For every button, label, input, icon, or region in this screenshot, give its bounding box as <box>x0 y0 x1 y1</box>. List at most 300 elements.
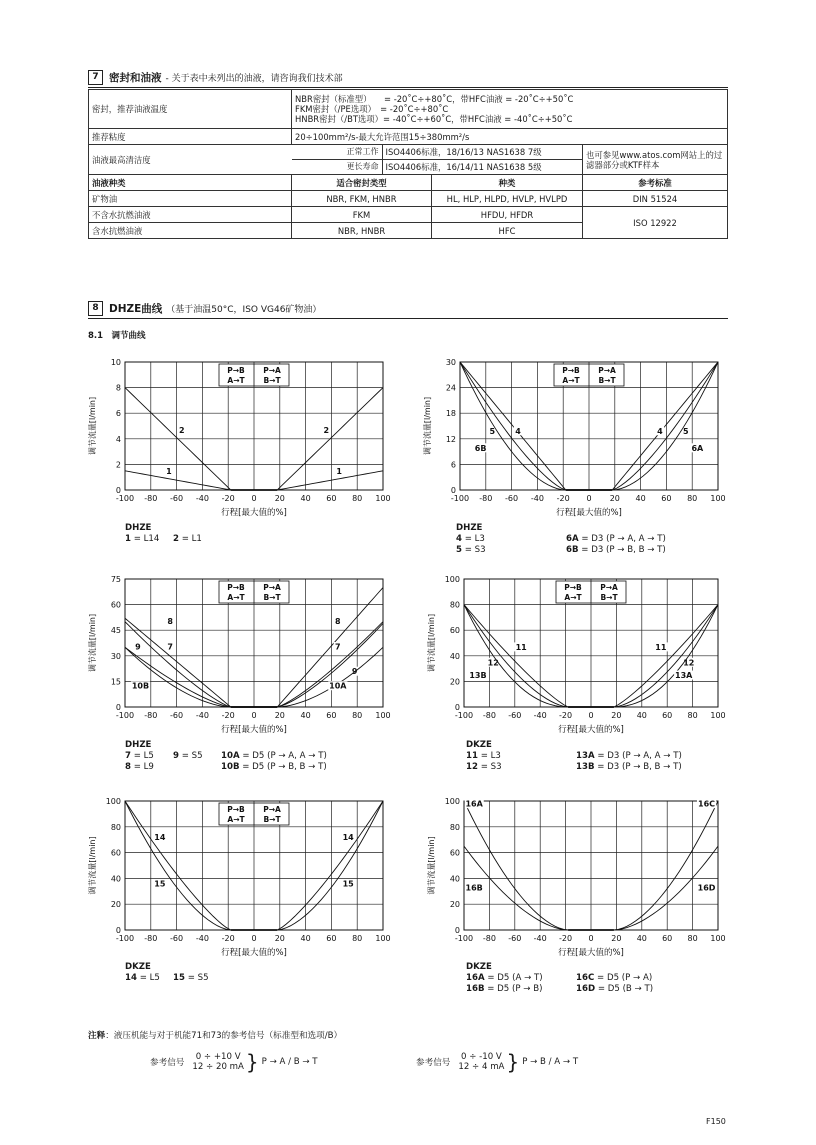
hdr-fluid: 油液种类 <box>89 175 292 191</box>
legend-value: = D3 (P → A, A → T) <box>594 751 682 761</box>
visc-value: 20÷100mm²/s-最大允许范围15÷380mm²/s <box>292 129 728 145</box>
series-line-right <box>277 801 383 930</box>
x-tick-label: 0 <box>251 934 257 943</box>
x-tick-label: 80 <box>352 711 363 720</box>
legend-key: 14 <box>125 973 137 983</box>
legend-value: = L14 <box>130 534 160 544</box>
chart-legend <box>125 962 221 984</box>
section-rule <box>88 87 728 88</box>
spool-symbol: P→B <box>227 366 245 375</box>
legend-value: = S3 <box>461 545 486 555</box>
table-row <box>89 207 728 223</box>
spool-symbol: A→T <box>227 815 245 824</box>
x-tick-label: 100 <box>710 711 726 720</box>
y-tick-label: 0 <box>115 926 121 935</box>
legend-title: DKZE <box>125 962 151 972</box>
spool-symbol: P→B <box>227 583 245 592</box>
y-tick-label: 12 <box>445 434 456 444</box>
legend-title: DHZE <box>125 523 152 533</box>
y-tick-label: 60 <box>110 848 121 858</box>
x-tick-label: 80 <box>687 934 698 943</box>
legend-value: = L9 <box>130 762 154 772</box>
section-number: 7 <box>88 70 103 85</box>
spool-symbol: P→B <box>562 366 580 375</box>
y-tick-label: 20 <box>449 677 460 687</box>
ref-result: P → B / A → T <box>522 1057 579 1067</box>
legend-grid <box>125 534 221 545</box>
fluid-name: 含水抗燃油液 <box>89 223 292 239</box>
reference-signal-2 <box>416 1052 578 1072</box>
legend-value: = S3 <box>477 762 502 772</box>
x-tick-label: 60 <box>326 494 337 503</box>
y-axis-label: 调节流量[l/min] <box>88 836 97 895</box>
x-tick-label: 0 <box>586 494 592 503</box>
legend-entry <box>466 751 576 762</box>
x-tick-label: -60 <box>508 711 522 720</box>
table-header-row <box>89 175 728 191</box>
y-axis-label: 调节流量[l/min] <box>88 396 97 456</box>
legend-grid <box>456 534 706 556</box>
x-tick-label: 100 <box>375 494 391 503</box>
y-tick-label: 6 <box>450 460 456 470</box>
x-tick-label: 0 <box>251 494 257 503</box>
section-title: 密封和油液 <box>109 72 162 84</box>
chart-dkze-d5 <box>424 795 724 960</box>
chart-legend <box>125 740 361 773</box>
section-note: - 关于表中未列出的油液，请咨询我们技术部 <box>165 74 343 84</box>
spool-symbol: P→A <box>263 366 281 375</box>
legend-value: = L5 <box>130 751 154 761</box>
legend-key: 10A <box>221 751 240 761</box>
chart-dhze-l14-l1 <box>85 356 389 520</box>
series-line-left <box>125 647 231 707</box>
y-tick-label: 40 <box>449 651 460 661</box>
plot-area <box>87 358 391 518</box>
series-line-left <box>460 362 566 490</box>
y-tick-label: 60 <box>449 848 460 858</box>
spool-symbol: B→T <box>263 376 281 385</box>
visc-label: 推荐粘度 <box>89 129 292 145</box>
footer-note <box>88 1029 342 1041</box>
series-label: 8 <box>167 616 173 626</box>
legend-key: 8 <box>125 762 131 772</box>
x-tick-label: -100 <box>450 494 470 503</box>
y-tick-label: 0 <box>450 486 456 495</box>
x-tick-label: -40 <box>530 494 544 503</box>
y-tick-label: 100 <box>105 797 121 806</box>
legend-entry <box>576 762 716 773</box>
legend-value: = D3 (P → B, B → T) <box>594 762 682 772</box>
y-tick-label: 20 <box>110 900 121 910</box>
fluid-class: HL, HLP, HLPD, HVLP, HVLPD <box>432 191 583 207</box>
legend-entry <box>466 762 576 773</box>
y-tick-label: 60 <box>449 626 460 636</box>
y-tick-label: 45 <box>110 626 121 636</box>
legend-grid <box>466 751 716 773</box>
x-axis-label: 行程[最大值的%] <box>558 725 624 735</box>
legend-entry <box>221 751 361 762</box>
series-line-right <box>277 647 383 707</box>
legend-value: = S5 <box>184 973 209 983</box>
legend-value: = L1 <box>178 534 202 544</box>
y-tick-label: 40 <box>449 874 460 884</box>
x-tick-label: -40 <box>533 711 547 720</box>
fluid-name: 不含水抗燃油液 <box>89 207 292 223</box>
series-label: 6A <box>691 443 704 453</box>
legend-entry <box>576 973 716 984</box>
legend-value: = L3 <box>477 751 501 761</box>
legend-entry <box>125 751 173 762</box>
y-tick-label: 4 <box>115 434 121 444</box>
legend-entry <box>173 762 221 773</box>
legend-entry <box>456 545 566 556</box>
x-tick-label: 40 <box>300 934 311 943</box>
legend-value: = S5 <box>178 751 203 761</box>
chart-legend <box>456 523 706 556</box>
y-tick-label: 10 <box>110 358 121 367</box>
ref-result: P → A / B → T <box>261 1057 318 1067</box>
series-label: 9 <box>351 667 358 677</box>
y-axis-label: 调节流量[l/min] <box>427 613 436 673</box>
x-tick-label: 0 <box>588 934 594 943</box>
seal-label: 密封，推荐油液温度 <box>89 90 292 129</box>
legend-title: DKZE <box>466 740 492 750</box>
series-label: 1 <box>336 466 342 476</box>
legend-value: = D3 (P → A, A → T) <box>578 534 666 544</box>
x-tick-label: -60 <box>170 934 184 943</box>
spool-symbol: A→T <box>564 593 582 602</box>
series-line-left <box>125 471 231 490</box>
table-row <box>89 191 728 207</box>
x-tick-label: 0 <box>588 711 594 720</box>
ref-bottom: 12 ÷ 4 mA <box>458 1062 505 1072</box>
legend-key: 11 <box>466 751 478 761</box>
x-tick-label: -80 <box>144 494 158 503</box>
series-line-left <box>125 801 231 930</box>
legend-grid <box>125 751 361 773</box>
x-tick-label: -100 <box>115 934 135 943</box>
series-label: 15 <box>154 879 166 889</box>
x-tick-label: -80 <box>482 934 496 943</box>
series-label: 9 <box>135 642 141 652</box>
fluid-class: HFC <box>432 223 583 239</box>
y-tick-label: 6 <box>115 409 121 419</box>
seal-values <box>292 90 728 129</box>
x-tick-label: 80 <box>687 494 698 503</box>
spool-symbol: P→B <box>564 583 582 592</box>
spool-symbol: A→T <box>227 376 245 385</box>
legend-entry <box>456 534 566 545</box>
clean-label: 油液最高清洁度 <box>89 145 292 175</box>
x-axis-label: 行程[最大值的%] <box>556 508 622 518</box>
x-tick-label: 100 <box>710 494 726 503</box>
series-label: 5 <box>489 426 496 436</box>
plot-area <box>87 797 391 958</box>
chart-legend <box>466 740 716 773</box>
series-label: 2 <box>323 425 330 435</box>
x-tick-label: 80 <box>352 934 363 943</box>
legend-key: 13B <box>576 762 595 772</box>
series-label: 7 <box>335 642 341 652</box>
x-tick-label: 40 <box>636 934 647 943</box>
series-label: 8 <box>335 616 341 626</box>
y-axis-label: 调节流量[l/min] <box>427 836 436 895</box>
legend-key: 16B <box>466 984 485 994</box>
section-number: 8 <box>88 301 103 316</box>
chart-dkze-l3-s3-d3 <box>424 573 724 737</box>
seal-line: FKM密封（/PE选项） = -20˚C÷+80˚C <box>295 104 449 114</box>
x-tick-label: -20 <box>221 711 235 720</box>
legend-key: 7 <box>125 751 131 761</box>
series-line-right <box>277 801 383 930</box>
x-tick-label: 60 <box>326 934 337 943</box>
spool-symbol: P→A <box>600 583 618 592</box>
legend-key: 6A <box>566 534 579 544</box>
y-tick-label: 8 <box>115 383 121 393</box>
y-tick-label: 30 <box>110 651 121 661</box>
legend-key: 1 <box>125 534 131 544</box>
x-tick-label: -40 <box>195 494 209 503</box>
x-tick-label: -80 <box>479 494 493 503</box>
x-axis-label: 行程[最大值的%] <box>221 948 287 958</box>
x-tick-label: -60 <box>170 711 184 720</box>
section-8-heading <box>88 301 321 316</box>
series-line-left <box>464 801 568 930</box>
plot-area <box>426 575 726 735</box>
page-number: F150 <box>706 1117 726 1126</box>
ref-label: 参考信号 <box>416 1058 451 1068</box>
series-line-right <box>614 801 718 930</box>
y-tick-label: 2 <box>115 460 121 470</box>
legend-entry <box>576 751 716 762</box>
legend-grid <box>466 973 716 995</box>
y-tick-label: 75 <box>110 575 121 584</box>
legend-entry <box>576 984 716 995</box>
table-row <box>89 90 728 129</box>
legend-key: 16A <box>466 973 485 983</box>
x-tick-label: 40 <box>300 711 311 720</box>
x-tick-label: 100 <box>375 934 391 943</box>
x-tick-label: -60 <box>508 934 522 943</box>
clean-life-value: ISO4406标准，16/14/11 NAS1638 5级 <box>382 160 583 175</box>
legend-entry <box>173 751 221 762</box>
x-tick-label: -20 <box>559 934 573 943</box>
series-label: 4 <box>515 426 521 436</box>
series-line-right <box>277 471 383 490</box>
legend-key: 16D <box>576 984 596 994</box>
series-label: 14 <box>154 833 166 843</box>
fluid-class: HFDU, HFDR <box>432 207 583 223</box>
section-title: DHZE曲线 <box>109 303 163 315</box>
x-tick-label: -60 <box>170 494 184 503</box>
legend-key: 9 <box>173 751 179 761</box>
plot-area <box>426 797 726 958</box>
series-label: 12 <box>683 658 695 668</box>
section-rule <box>88 318 728 319</box>
series-label: 16B <box>465 883 483 893</box>
legend-value: = L5 <box>136 973 160 983</box>
x-axis-label: 行程[最大值的%] <box>558 948 624 958</box>
y-tick-label: 30 <box>445 358 456 367</box>
ref-bottom: 12 ÷ 20 mA <box>192 1062 244 1072</box>
fluid-name: 矿物油 <box>89 191 292 207</box>
legend-title: DHZE <box>125 740 152 750</box>
x-tick-label: -100 <box>454 934 474 943</box>
x-tick-label: -20 <box>559 711 573 720</box>
plot-area <box>422 358 726 518</box>
reference-signal-1 <box>150 1052 318 1072</box>
legend-key: 10B <box>221 762 240 772</box>
chart-dkze-l5-s5 <box>85 795 389 960</box>
legend-entry <box>173 973 221 984</box>
x-tick-label: 100 <box>375 711 391 720</box>
legend-key: 4 <box>456 534 462 544</box>
spool-symbol: P→A <box>263 583 281 592</box>
legend-key: 6B <box>566 545 579 555</box>
note-label: 注释 <box>88 1031 106 1041</box>
x-tick-label: 20 <box>274 711 285 720</box>
series-line-left <box>125 801 231 930</box>
x-tick-label: -100 <box>454 711 474 720</box>
legend-key: 16C <box>576 973 595 983</box>
series-label: 11 <box>655 642 667 652</box>
series-label: 1 <box>166 466 172 476</box>
x-tick-label: -60 <box>505 494 519 503</box>
spool-symbol: P→A <box>263 805 281 814</box>
x-tick-label: 40 <box>636 711 647 720</box>
seal-line: HNBR密封（/BT选项）= -40˚C÷+60˚C，带HFC油液 = -40˚C÷+50˚C <box>295 114 573 124</box>
spool-symbol: B→T <box>263 815 281 824</box>
spool-symbol: B→T <box>600 593 618 602</box>
x-tick-label: 20 <box>611 711 622 720</box>
spool-symbol: P→A <box>598 366 616 375</box>
clean-note: 也可参见www.atos.com网站上的过滤器部分或KTF样本 <box>583 145 728 175</box>
x-tick-label: -100 <box>115 711 135 720</box>
spool-symbol: B→T <box>598 376 616 385</box>
x-tick-label: 20 <box>609 494 620 503</box>
series-label: 15 <box>342 879 354 889</box>
section-note: （基于油温50°C，ISO VG46矿物油） <box>166 305 322 315</box>
x-tick-label: 20 <box>611 934 622 943</box>
series-line-right <box>277 622 383 707</box>
series-label: 16A <box>465 799 483 809</box>
y-tick-label: 15 <box>110 677 121 687</box>
x-tick-label: 60 <box>661 494 672 503</box>
table-row <box>89 129 728 145</box>
x-tick-label: -80 <box>482 711 496 720</box>
x-axis-label: 行程[最大值的%] <box>221 508 287 518</box>
plot-area <box>87 575 391 735</box>
series-label: 10A <box>329 681 347 691</box>
series-line-left <box>125 618 231 707</box>
y-tick-label: 40 <box>110 874 121 884</box>
x-tick-label: 60 <box>662 711 673 720</box>
ref-top: 0 ÷ -10 V <box>461 1052 502 1062</box>
subsection-title: 8.1 调节曲线 <box>88 331 146 341</box>
chart-dhze-l3-s3-d3 <box>420 356 724 520</box>
x-tick-label: 60 <box>662 934 673 943</box>
series-label: 4 <box>657 426 663 436</box>
y-tick-label: 80 <box>449 822 460 832</box>
legend-value: = D3 (P → B, B → T) <box>578 545 666 555</box>
series-label: 6B <box>474 443 487 453</box>
x-tick-label: -80 <box>144 711 158 720</box>
fluid-seal: NBR, FKM, HNBR <box>292 191 432 207</box>
legend-key: 13A <box>576 751 595 761</box>
series-label: 13A <box>675 671 693 681</box>
series-label: 7 <box>167 642 173 652</box>
chart-dhze-l5-l9-s5-d5 <box>85 573 389 737</box>
fluid-spec-table <box>88 89 728 239</box>
legend-entry <box>125 973 173 984</box>
seal-line: NBR密封（标准型） = -20˚C÷+80˚C，带HFC油液 = -20˚C÷+50˚C <box>295 94 574 104</box>
series-line-left <box>125 647 231 707</box>
y-tick-label: 100 <box>444 797 460 806</box>
y-tick-label: 80 <box>110 822 121 832</box>
x-tick-label: 20 <box>274 934 285 943</box>
series-line-right <box>612 362 718 490</box>
ref-values <box>458 1052 504 1072</box>
brace-icon: } <box>506 1050 520 1074</box>
series-label: 11 <box>515 642 527 652</box>
x-tick-label: 20 <box>274 494 285 503</box>
x-tick-label: -100 <box>115 494 135 503</box>
brace-icon: } <box>245 1050 259 1074</box>
x-tick-label: -80 <box>144 934 158 943</box>
ref-values <box>192 1052 244 1072</box>
legend-entry <box>173 534 221 545</box>
y-tick-label: 24 <box>445 383 456 393</box>
note-text: ：液压机能与对于机能71和73的参考信号（标准型和选项/B） <box>105 1031 343 1041</box>
fluid-std: DIN 51524 <box>583 191 728 207</box>
legend-value: = D5 (P → A, A → T) <box>239 751 327 761</box>
ref-label: 参考信号 <box>150 1058 185 1068</box>
x-tick-label: -20 <box>221 494 235 503</box>
series-label: 13B <box>469 671 487 681</box>
hdr-std: 参考标准 <box>583 175 728 191</box>
spool-symbol: A→T <box>227 593 245 602</box>
clean-normal-label: 正常工作 <box>292 145 383 160</box>
series-line-right <box>277 623 383 707</box>
y-tick-label: 80 <box>449 600 460 610</box>
fluid-std: ISO 12922 <box>583 207 728 239</box>
legend-grid <box>125 973 221 984</box>
legend-value: = D5 (B → T) <box>595 984 654 994</box>
legend-value: = D5 (A → T) <box>484 973 543 983</box>
legend-key: 15 <box>173 973 185 983</box>
series-label: 16D <box>697 883 716 893</box>
y-axis-label: 调节流量[l/min] <box>88 613 97 673</box>
y-tick-label: 0 <box>115 703 121 712</box>
legend-entry <box>125 534 173 545</box>
y-axis-label: 调节流量[l/min] <box>423 396 432 456</box>
x-tick-label: 0 <box>251 711 257 720</box>
x-tick-label: 80 <box>687 711 698 720</box>
legend-entry <box>466 984 576 995</box>
y-tick-label: 0 <box>454 926 460 935</box>
hdr-class: 种类 <box>432 175 583 191</box>
clean-life-label: 更长寿命 <box>292 160 383 175</box>
x-tick-label: -40 <box>195 711 209 720</box>
ref-top: 0 ÷ +10 V <box>195 1052 241 1062</box>
spool-symbol: A→T <box>562 376 580 385</box>
x-tick-label: -20 <box>221 934 235 943</box>
legend-key: 2 <box>173 534 179 544</box>
y-tick-label: 18 <box>445 409 456 419</box>
series-label: 12 <box>487 658 499 668</box>
series-label: 10B <box>131 681 150 691</box>
legend-entry <box>221 762 361 773</box>
